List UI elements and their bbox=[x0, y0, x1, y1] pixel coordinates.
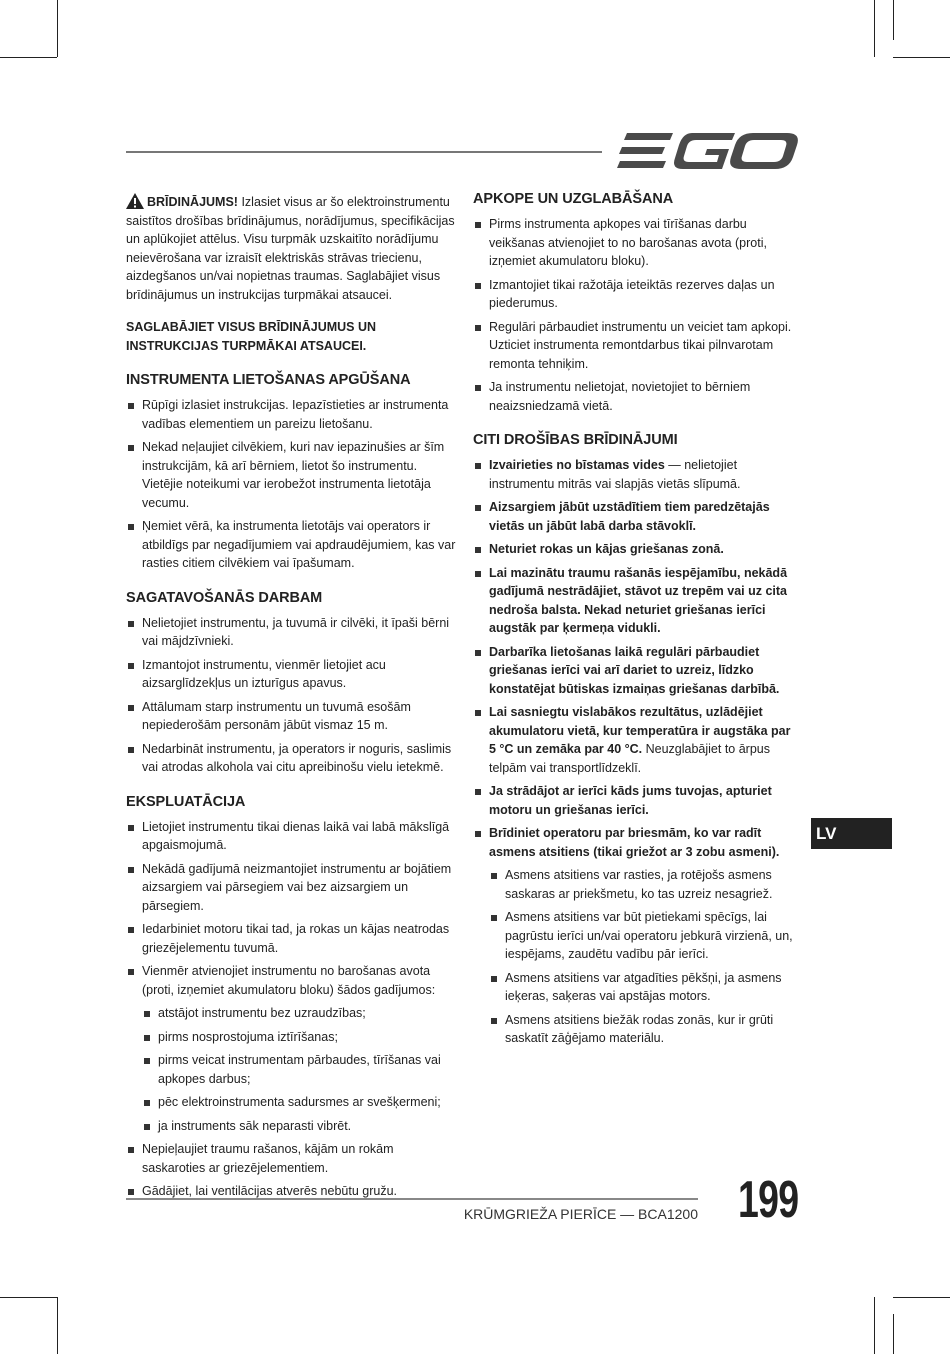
header-rule bbox=[126, 151, 602, 153]
list-item: Nelietojiet instrumentu, ja tuvumā ir cilvēki, it īpaši bērni vai mājdzīvnieki. bbox=[126, 614, 456, 651]
list-item bbox=[473, 703, 798, 777]
section-heading: CITI DROŠĪBAS BRĪDINĀJUMI bbox=[473, 432, 678, 448]
list-item: Rūpīgi izlasiet instrukcijas. Iepazīstieties ar instrumenta vadības elementiem un pareizu lietošanu. bbox=[126, 396, 456, 433]
sub-list-item: pirms nosprostojuma iztīrīšanas; bbox=[142, 1028, 456, 1047]
bullet-list bbox=[473, 456, 798, 1048]
sub-bullet-list bbox=[142, 1004, 456, 1135]
list-item: Izmantojot instrumentu, vienmēr lietojiet acu aizsarglīdzekļus un izturīgus apavus. bbox=[126, 656, 456, 693]
sub-list-item: Asmens atsitiens var atgadīties pēkšņi, ja asmens ieķeras, saķeras vai apstājas motors. bbox=[489, 969, 798, 1006]
list-item: Nedarbināt instrumentu, ja operators ir noguris, saslimis vai atrodas alkohola vai citu apreibinošu vielu ietekmē. bbox=[126, 740, 456, 777]
crop-mark bbox=[57, 1297, 58, 1354]
sub-list-item: Asmens atsitiens var rasties, ja rotējošs asmens saskaras ar priekšmetu, ko tas uzreiz nesagriež. bbox=[489, 866, 798, 903]
sub-list-item: ja instruments sāk neparasti vibrēt. bbox=[142, 1117, 456, 1136]
save-notice: SAGLABĀJIET VISUS BRĪDINĀJUMUS UN INSTRUKCIJAS TURPMĀKAI ATSAUCEI. bbox=[126, 320, 377, 353]
list-item: Iedarbiniet motoru tikai tad, ja rokas un kājas neatrodas griezējelementu tuvumā. bbox=[126, 920, 456, 957]
section-heading: SAGATAVOŠANĀS DARBAM bbox=[126, 589, 323, 606]
crop-mark bbox=[0, 1297, 57, 1298]
list-item bbox=[473, 456, 798, 493]
warning-text: Izlasiet visus ar šo elektroinstrumentu saistītos drošības brīdinājumus, norādījumus, specifikācijas un aplūkojiet attēlus. Visu turpmāk uzskaitīto norādījumu neievērošana var izraisīt elektriskās strāvas triecienu, aizdegšanos un/vai nopietnas traumas. Saglabājiet visus brīdinājumus un instrukcijas turpmākai atsaucei. bbox=[126, 195, 455, 302]
list-item-text: Vienmēr atvienojiet instrumentu no barošanas avota (proti, izņemiet akumulatoru bloku) šādos gadījumos: bbox=[142, 964, 436, 997]
crop-mark bbox=[874, 0, 875, 57]
list-item: Pirms instrumenta apkopes vai tīrīšanas darbu veikšanas atvienojiet to no barošanas avota (proti, izņemiet akumulatoru bloku). bbox=[473, 215, 798, 271]
right-column bbox=[473, 190, 798, 1053]
list-item: Nekādā gadījumā neizmantojiet instrumentu ar bojātiem aizsargiem vai pārsegiem vai bez aizsargiem un pārsegiem. bbox=[126, 860, 456, 916]
warning-paragraph bbox=[126, 193, 456, 304]
sub-list-item: pēc elektroinstrumenta sadursmes ar svešķermeni; bbox=[142, 1093, 456, 1112]
crop-mark bbox=[893, 1314, 894, 1354]
crop-mark bbox=[893, 0, 894, 40]
bullet-list bbox=[473, 215, 798, 415]
list-item: Neturiet rokas un kājas griešanas zonā. bbox=[473, 540, 798, 559]
list-item: Attālumam starp instrumentu un tuvumā esošām nepiederošām personām jābūt vismaz 15 m. bbox=[126, 698, 456, 735]
crop-mark bbox=[893, 1297, 950, 1298]
sub-list-item: atstājot instrumentu bez uzraudzības; bbox=[142, 1004, 456, 1023]
section-heading: INSTRUMENTA LIETOŠANAS APGŪŠANA bbox=[126, 372, 411, 388]
page-number: 199 bbox=[738, 1171, 799, 1229]
bullet-list bbox=[126, 818, 456, 1201]
bullet-list bbox=[126, 396, 456, 573]
list-item: Aizsargiem jābūt uzstādītiem tiem paredzētajās vietās un jābūt labā darba stāvoklī. bbox=[473, 498, 798, 535]
list-item: Gādājiet, lai ventilācijas atverēs nebūtu gružu. bbox=[126, 1182, 456, 1201]
warning-triangle-icon bbox=[126, 193, 144, 209]
list-item: Ja instrumentu nelietojat, novietojiet to bērniem neaizsniedzamā vietā. bbox=[473, 378, 798, 415]
sub-list-item: Asmens atsitiens var būt pietiekami spēcīgs, lai pagrūstu ierīci un/vai operatoru jebkurā virzienā, un, iespējams, zaudētu vadību pār ierīci. bbox=[489, 908, 798, 964]
list-item: Lai mazinātu traumu rašanās iespējamību, nekādā gadījumā nestrādājiet, stāvot uz trepēm vai uz cita nedroša balsta. Nekad neturiet griešanas ierīci augstāk par ķermeņa vidukli. bbox=[473, 564, 798, 638]
bullet-list bbox=[126, 614, 456, 777]
ego-logo bbox=[617, 131, 799, 171]
footer-title: KRŪMGRIEŽA PIERĪCE — BCA1200 bbox=[463, 1206, 698, 1222]
list-item-bold: Brīdiniet operatoru par briesmām, ko var radīt asmens atsitiens (tikai griežot ar 3 zobu asmeni). bbox=[489, 826, 780, 859]
warning-label: BRĪDINĀJUMS! bbox=[147, 195, 238, 209]
sub-bullet-list bbox=[489, 866, 798, 1048]
language-tab: LV bbox=[811, 818, 892, 849]
list-item-bold: Lai sasniegtu vislabākos rezultātus, uzlādējiet akumulatoru vietā, kur temperatūra ir augstāka par 5 °C un zemāka par 40 °C. bbox=[489, 705, 791, 756]
crop-mark bbox=[874, 1297, 875, 1354]
crop-mark bbox=[893, 57, 950, 58]
list-item: Izmantojiet tikai ražotāja ieteiktās rezerves daļas un piederumus. bbox=[473, 276, 798, 313]
list-item: Ņemiet vērā, ka instrumenta lietotājs vai operators ir atbildīgs par negadījumiem vai apdraudējumiem, kas var rasties citiem cilvēkiem vai īpašumam. bbox=[126, 517, 456, 573]
list-item: Ja strādājot ar ierīci kāds jums tuvojas, apturiet motoru un griešanas ierīci. bbox=[473, 782, 798, 819]
section-heading: APKOPE UN UZGLABĀŠANA bbox=[473, 191, 674, 207]
list-item bbox=[126, 962, 456, 1135]
crop-mark bbox=[57, 0, 58, 57]
list-item-text: Neuzglabājiet to ārpus telpām vai transportlīdzeklī. bbox=[489, 742, 770, 775]
list-item: Lietojiet instrumentu tikai dienas laikā vai labā mākslīgā apgaismojumā. bbox=[126, 818, 456, 855]
list-item-bold: Izvairieties no bīstamas vides bbox=[489, 458, 665, 472]
sub-list-item: Asmens atsitiens biežāk rodas zonās, kur ir grūti saskatīt zāģējamo materiālu. bbox=[489, 1011, 798, 1048]
footer-rule bbox=[126, 1198, 698, 1200]
list-item: Nepieļaujiet traumu rašanos, kājām un rokām saskaroties ar griezējelementiem. bbox=[126, 1140, 456, 1177]
list-item: Nekad neļaujiet cilvēkiem, kuri nav iepazinušies ar šīm instrukcijām, kā arī bērniem, lietot šo instrumentu. Vietējie noteikumi var ierobežot instrumenta lietotāja vecumu. bbox=[126, 438, 456, 512]
list-item bbox=[473, 824, 798, 1048]
left-column bbox=[126, 193, 456, 1206]
section-heading: EKSPLUATĀCIJA bbox=[126, 793, 246, 810]
list-item: Regulāri pārbaudiet instrumentu un veiciet tam apkopi. Uzticiet instrumenta remontdarbus tikai pilnvarotam remonta tehniķim. bbox=[473, 318, 798, 374]
list-item: Darbarīka lietošanas laikā regulāri pārbaudiet griešanas ierīci vai arī dariet to uzreiz, līdzko konstatējat būtiskas izmaiņas griešanas darbībā. bbox=[473, 643, 798, 699]
crop-mark bbox=[0, 57, 57, 58]
sub-list-item: pirms veicat instrumentam pārbaudes, tīrīšanas vai apkopes darbus; bbox=[142, 1051, 456, 1088]
list-item-text: — nelietojiet instrumentu mitrās vai slapjās vietās slīpumā. bbox=[489, 458, 741, 491]
